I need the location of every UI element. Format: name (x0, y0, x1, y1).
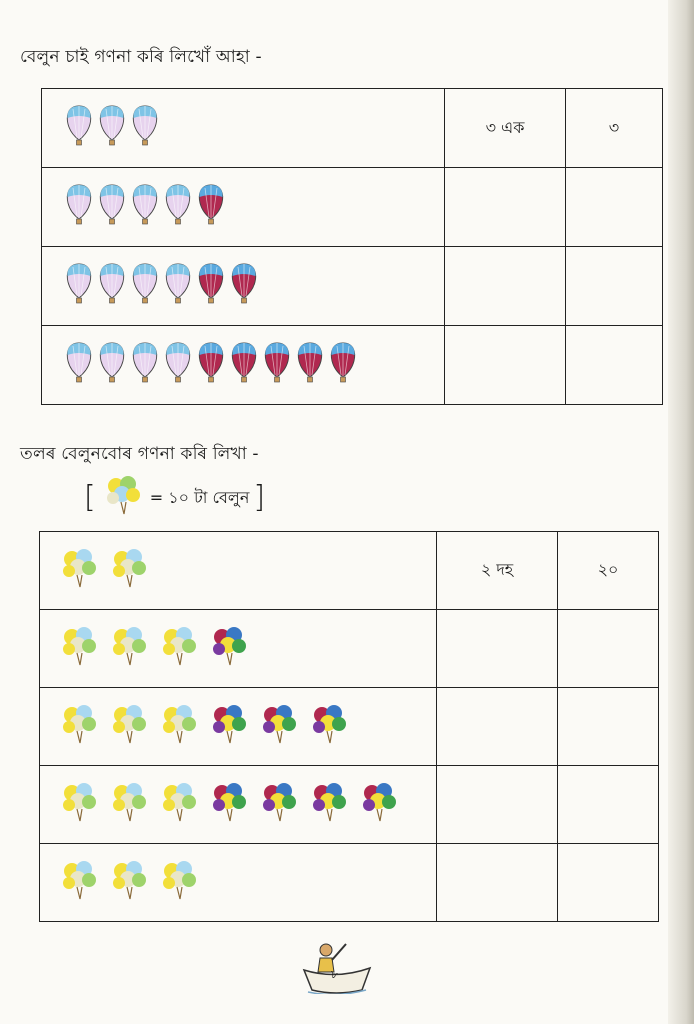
picture-cell (42, 247, 445, 326)
balloon-row (42, 326, 663, 405)
balloon-bunch-icon (110, 781, 150, 829)
balloon-icon (97, 262, 127, 310)
section2-heading: তলৰ বেলুনবোৰ গণনা কৰি লিখা - (20, 444, 259, 464)
balloon-icon (130, 341, 160, 389)
balloon-bunch-icon (310, 781, 350, 829)
balloon-bunch-icon (60, 703, 100, 751)
page-number: ৮ (331, 968, 339, 981)
answer-cell[interactable]: ৩ এক (445, 89, 566, 168)
balloon-bunch-icon (60, 547, 100, 595)
balloon-icon (262, 341, 292, 389)
balloon-icon (295, 341, 325, 389)
balloon-icon (130, 183, 160, 231)
balloon-bunch-icon (160, 859, 200, 907)
balloon-icon (229, 341, 259, 389)
page-edge-shadow (668, 0, 694, 1024)
answer-cell[interactable] (437, 610, 558, 688)
bunch-row (40, 610, 659, 688)
balloon-bunch-icon (260, 703, 300, 751)
balloon-icon (64, 104, 94, 152)
balloon-bunch-icon (110, 703, 150, 751)
balloon-icon (196, 262, 226, 310)
number-cell[interactable] (558, 688, 659, 766)
balloon-bunch-icon (110, 625, 150, 673)
balloon-bunch-icon (210, 781, 250, 829)
balloon-bunch-icon (60, 781, 100, 829)
balloon-bunch-icon (210, 703, 250, 751)
balloon-bunch-icon (210, 625, 250, 673)
balloon-icon (328, 341, 358, 389)
picture-cell (40, 532, 437, 610)
bunch-legend (84, 478, 265, 518)
number-cell[interactable] (558, 844, 659, 922)
balloon-bunch-icon (110, 859, 150, 907)
balloon-row (42, 247, 663, 326)
answer-cell[interactable] (437, 844, 558, 922)
balloon-icon (196, 183, 226, 231)
answer-cell[interactable] (445, 326, 566, 405)
balloon-icon (130, 104, 160, 152)
balloon-bunch-icon (110, 547, 150, 595)
picture-cell (42, 89, 445, 168)
bunch-row (40, 688, 659, 766)
number-cell[interactable]: ৩ (566, 89, 663, 168)
balloon-icon (64, 183, 94, 231)
balloon-icon (163, 262, 193, 310)
bunch-row (40, 844, 659, 922)
answer-cell[interactable] (445, 168, 566, 247)
number-cell[interactable] (558, 610, 659, 688)
balloon-bunch-icon (60, 625, 100, 673)
picture-cell (40, 688, 437, 766)
balloon-count-table (41, 88, 663, 405)
bunch-row (40, 532, 659, 610)
balloon-bunch-icon (60, 859, 100, 907)
balloon-bunch-icon (160, 781, 200, 829)
legend-open-bracket: [ (84, 480, 96, 515)
legend-text: = ১০ টা বেলুন (149, 487, 250, 507)
number-cell[interactable] (566, 326, 663, 405)
balloon-icon (97, 183, 127, 231)
balloon-bunch-icon (360, 781, 400, 829)
bunch-row (40, 766, 659, 844)
balloon-bunch-icon (310, 703, 350, 751)
balloon-bunch-icon (160, 703, 200, 751)
balloon-icon (64, 341, 94, 389)
number-cell[interactable] (566, 168, 663, 247)
balloon-icon (130, 262, 160, 310)
balloon-icon (163, 341, 193, 389)
picture-cell (42, 168, 445, 247)
number-cell[interactable]: ২০ (558, 532, 659, 610)
section1-heading: বেলুন চাই গণনা কৰি লিখোঁ আহা - (20, 47, 262, 67)
balloon-icon (97, 341, 127, 389)
balloon-bunch-icon (160, 625, 200, 673)
balloon-bunch-icon (260, 781, 300, 829)
bunch-count-table (39, 531, 659, 922)
balloon-icon (163, 183, 193, 231)
answer-cell[interactable] (437, 688, 558, 766)
picture-cell (42, 326, 445, 405)
number-cell[interactable] (558, 766, 659, 844)
balloon-icon (97, 104, 127, 152)
number-cell[interactable] (566, 247, 663, 326)
balloon-icon (64, 262, 94, 310)
balloon-bunch-icon (104, 474, 144, 522)
picture-cell (40, 610, 437, 688)
balloon-row (42, 89, 663, 168)
answer-cell[interactable] (445, 247, 566, 326)
balloon-row (42, 168, 663, 247)
picture-cell (40, 844, 437, 922)
balloon-icon (196, 341, 226, 389)
picture-cell (40, 766, 437, 844)
answer-cell[interactable]: ২ দহ (437, 532, 558, 610)
answer-cell[interactable] (437, 766, 558, 844)
balloon-icon (229, 262, 259, 310)
legend-close-bracket: ] (253, 480, 266, 515)
